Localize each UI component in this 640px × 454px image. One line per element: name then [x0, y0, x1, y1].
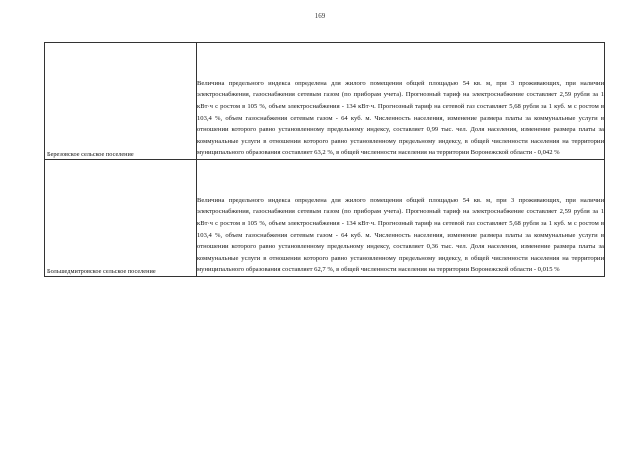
index-description: Величина предельного индекса определена для жилого помещения общей площадью 54 кв. м, при 3 проживающих, при наличии электроснабжения, газоснабжения сетевым газом (по приборам учета). Прогнозный тариф на электроснабжение составляет 2,59 рубля за 1 кВт·ч с ростом в 105 %, объем электроснабжения - 134 кВт·ч. Прогнозный тариф на сетевой газ составляет 5,68 рубля за 1 куб. м с ростом в 103,4 %, объем газоснабжения сетевым газом - 64 куб. м. Численность населения, изменение размера платы за коммунальные услуги в отношении которого равно установленному предельному индексу, составляет 0,36 тыс. чел. Доля населения, изменение размера платы за коммунальные услуги в отношении которого равно установленному предельному индексу, в общей численности населения на территории муниципального образования составляет 62,7 %, в общей численности населения на территории Воронежской области - 0,015 % [197, 160, 605, 277]
settlement-cell [45, 160, 197, 277]
table-row [45, 160, 605, 277]
settlement-name: Березовское сельское поселение [47, 151, 134, 158]
table-row [45, 43, 605, 160]
index-description: Величина предельного индекса определена для жилого помещения общей площадью 54 кв. м, при 3 проживающих, при наличии электроснабжения, газоснабжения сетевым газом (по приборам учета). Прогнозный тариф на электроснабжение составляет 2,59 рубля за 1 кВт·ч с ростом в 105 %, объем электроснабжения - 134 кВт·ч. Прогнозный тариф на сетевой газ составляет 5,68 рубля за 1 куб. м с ростом в 103,4 %, объем газоснабжения сетевым газом - 64 куб. м. Численность населения, изменение размера платы за коммунальные услуги в отношении которого равно установленному предельному индексу, составляет 0,99 тыс. чел. Доля населения, изменение размера платы за коммунальные услуги в отношении которого равно установленному предельному индексу, в общей численности населения на территории муниципального образования составляет 63,2 %, в общей численности населения на территории Воронежской области - 0,042 % [197, 43, 605, 160]
settlement-name: Большедмитровское сельское поселение [47, 268, 156, 275]
settlements-table [44, 42, 605, 277]
page-number: 169 [314, 12, 326, 20]
settlement-cell [45, 43, 197, 160]
